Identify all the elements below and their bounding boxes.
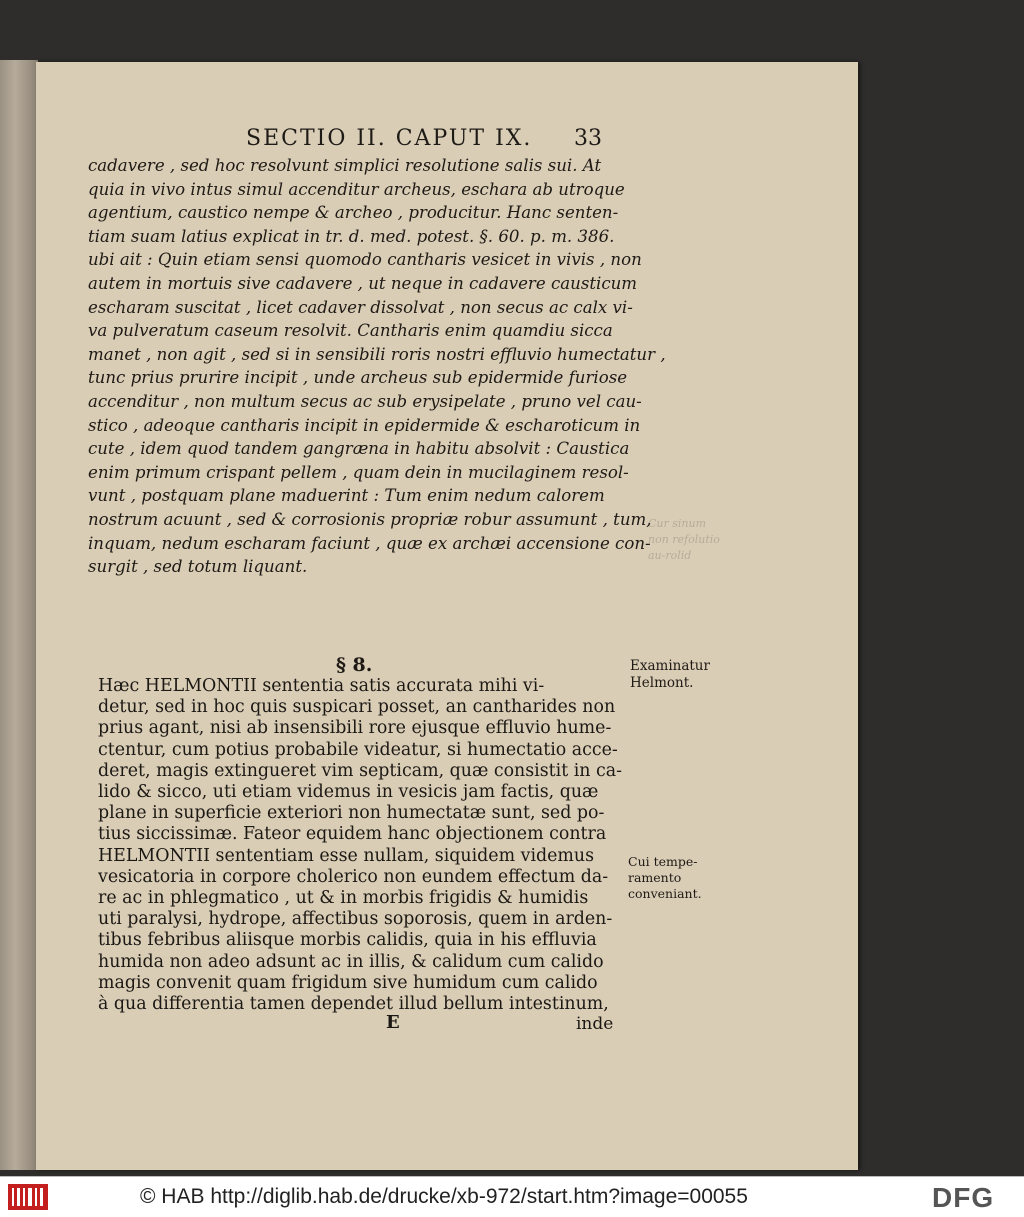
- margin-note-line: ramento: [628, 870, 682, 885]
- main-text-line: à qua differentia tamen dependet illud bellum intestinum,: [98, 994, 609, 1015]
- margin-note-line: Cui tempe-: [628, 854, 698, 869]
- margin-note-temperamento: [628, 854, 702, 902]
- catchword: inde: [576, 1014, 614, 1034]
- italic-text-line: cute , idem quod tandem gangræna in habitu absolvit : Caustica: [88, 439, 630, 459]
- main-text-line: plane in superficie exteriori non humectatæ sunt, sed po-: [98, 803, 605, 824]
- main-text-line: detur, sed in hoc quis suspicari posset, an cantharides non: [98, 697, 616, 718]
- italic-text-line: escharam suscitat , licet cadaver dissolvat , non secus ac calx vi-: [88, 297, 633, 317]
- page-number: 33: [574, 126, 602, 151]
- italic-text-line: inquam, nedum escharam faciunt , quæ ex archæi accensione con-: [88, 533, 651, 553]
- italic-quote-block: [88, 154, 678, 579]
- book-page: [36, 62, 858, 1170]
- running-title: SECTIO II. CAPUT IX.: [246, 126, 533, 151]
- previous-page-edge: [0, 60, 38, 1170]
- italic-text-line: tunc prius prurire incipit , unde archeus sub epidermide furiose: [88, 368, 628, 388]
- italic-text-line: accenditur , non multum secus ac sub erysipelate , pruno vel cau-: [88, 391, 642, 411]
- main-text-line: deret, magis extingueret vim septicam, quæ consistit in ca-: [98, 760, 623, 781]
- main-text-line: uti paralysi, hydrope, affectibus soporosis, quem in arden-: [98, 909, 613, 930]
- footer-bar: [0, 1176, 1024, 1217]
- margin-note-line: conveniant.: [628, 886, 702, 901]
- bleed-through-line: non refolutio: [648, 533, 720, 546]
- section-mark: § 8.: [336, 654, 373, 676]
- main-text-line: ctentur, cum potius probabile videatur, si humectatio acce-: [98, 739, 618, 760]
- copyright-link[interactable]: © HAB http://diglib.hab.de/drucke/xb-972/start.htm?image=00055: [140, 1185, 748, 1208]
- bleed-through-line: au-rolid: [648, 549, 692, 562]
- italic-text-line: quia in vivo intus simul accenditur archeus, eschara ab utroque: [88, 179, 625, 199]
- margin-note-line: Examinatur: [630, 658, 710, 674]
- main-text-line: tibus febribus aliisque morbis calidis, quia in his effluvia: [98, 930, 597, 951]
- italic-text-line: tiam suam latius explicat in tr. d. med. potest. §. 60. p. m. 386.: [88, 226, 615, 246]
- main-text-line: re ac in phlegmatico , ut & in morbis frigidis & humidis: [98, 888, 589, 909]
- main-text-line: Hæc HELMONTII sententia satis accurata mihi vi-: [98, 676, 545, 696]
- main-text-line: prius agant, nisi ab insensibili rore ejusque effluvio hume-: [98, 718, 612, 739]
- main-text-line: magis convenit quam frigidum sive humidum cum calido: [98, 972, 598, 993]
- italic-text-line: cadavere , sed hoc resolvunt simplici resolutione salis sui. At: [88, 156, 602, 175]
- main-text-block: [98, 676, 626, 1015]
- main-text-line: humida non adeo adsunt ac in illis, & calidum cum calido: [98, 951, 604, 972]
- main-text-line: tius siccissimæ. Fateor equidem hanc objectionem contra: [98, 824, 607, 845]
- italic-text-line: ubi ait : Quin etiam sensi quomodo cantharis vesicet in vivis , non: [88, 250, 642, 270]
- bleed-through-line: Cur sinum: [648, 517, 707, 530]
- signature-mark: E: [386, 1012, 400, 1033]
- dfg-logo: DFG: [932, 1182, 995, 1213]
- margin-note-line: Helmont.: [630, 675, 694, 691]
- bleed-through-note: [648, 516, 720, 564]
- italic-text-line: va pulveratum caseum resolvit. Cantharis enim quamdiu sicca: [88, 321, 613, 341]
- italic-text-line: stico , adeoque cantharis incipit in epidermide & escharoticum in: [88, 415, 641, 435]
- italic-text-line: surgit , sed totum liquant.: [88, 557, 308, 577]
- italic-text-line: autem in mortuis sive cadavere , ut neque in cadavere causticum: [88, 273, 638, 293]
- italic-text-line: vunt , postquam plane maduerint : Tum enim nedum calorem: [88, 486, 605, 506]
- barcode-icon: [8, 1184, 48, 1210]
- italic-text-line: agentium, caustico nempe & archeo , producitur. Hanc senten-: [88, 203, 619, 223]
- main-text-line: HELMONTII sententiam esse nullam, siquidem videmus: [98, 845, 595, 866]
- main-text-line: lido & sicco, uti etiam videmus in vesicis jam factis, quæ: [98, 782, 599, 803]
- italic-text-line: enim primum crispant pellem , quam dein in mucilaginem resol-: [88, 462, 629, 482]
- italic-text-line: nostrum acuunt , sed & corrosionis propriæ robur assumunt , tum,: [88, 509, 652, 529]
- main-text-line: vesicatoria in corpore cholerico non eundem effectum da-: [98, 866, 609, 887]
- italic-text-line: manet , non agit , sed si in sensibili roris nostri effluvio humectatur ,: [88, 344, 666, 364]
- margin-note-examinatur: [630, 658, 710, 692]
